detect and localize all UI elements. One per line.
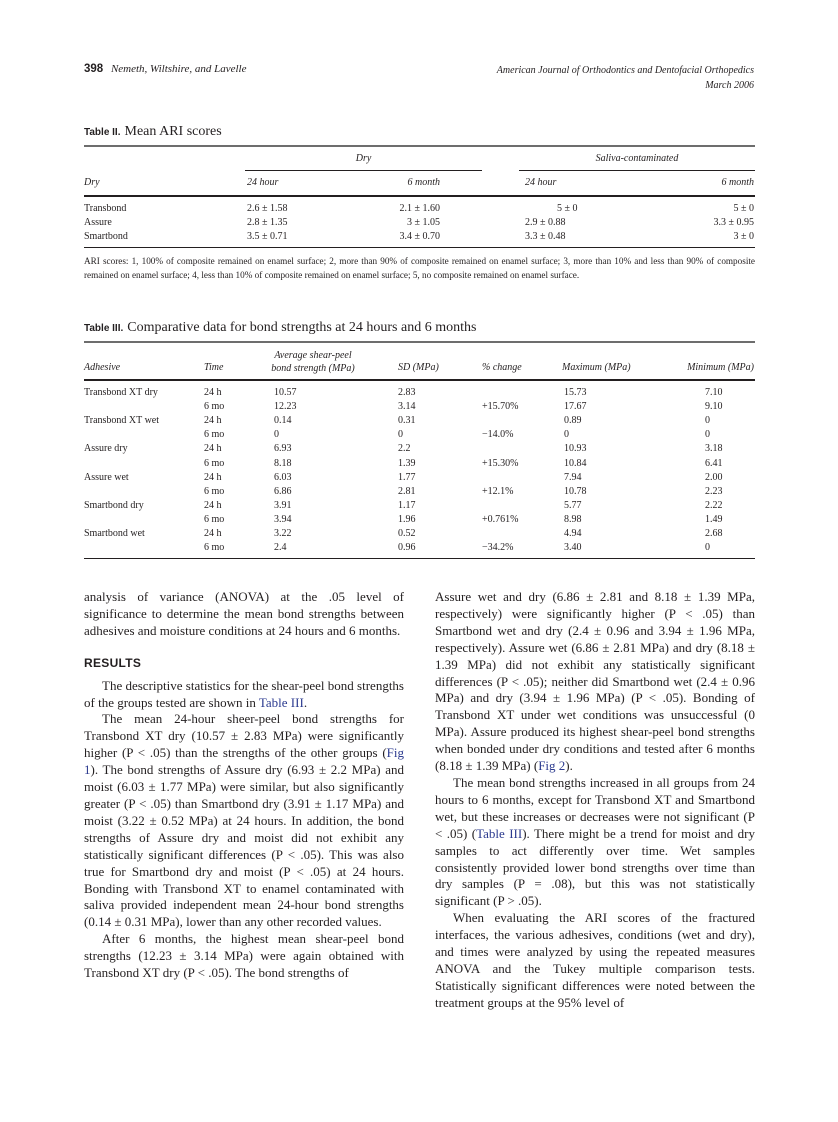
paragraph-text: Assure wet and dry (6.86 ± 2.81 and 8.18 ± 1.39 MPa, respectively) were significantly higher (P < .05) than Smartbond wet and dry (2.4 ± 0.96 and 3.94 ± 1.96 MPa, respectively). Assure wet (6.86 ± 2.81 MPa) and dry (8.18 ± 1.39 MPa) did not exhibit any statistically significant differences (P < .05); neither did Smartbond wet (2.4 ± 0.96 MPa) and dry (3.94 ± 1.96 MPa) (P < .05). Bonding of Transbond XT under wet conditions was unsuccessful (0 MPa). Assure produced its highest shear-peel bond strengths when bonded under dry conditions and tested after 6 months (8.18 ± 1.39 MPa) (: [435, 589, 755, 774]
table3-cell-sd: 2.83: [398, 387, 416, 398]
table3-cell-sd: 0: [398, 429, 403, 440]
table3-cell-time: 24 h: [204, 472, 222, 483]
table3-cell-sd: 0.96: [398, 542, 416, 553]
paragraph: [435, 775, 755, 910]
table3-cell-avg: 3.91: [274, 500, 292, 511]
table3-cell-max: 15.73: [564, 387, 587, 398]
paragraph: analysis of variance (ANOVA) at the .05 level of significance to determine the mean bond strengths between adhesives and moisture conditions at 24 hours and 6 months.: [84, 589, 404, 638]
table2-cell: 3 ± 1.05: [407, 217, 440, 228]
table3-col-adhesive: Adhesive: [84, 362, 121, 373]
table3-col-change: % change: [482, 362, 522, 373]
table3-col-average-line1: Average shear-peel: [274, 350, 352, 361]
paragraph-text: ). There might be a trend for moist and dry samples to act differently over time. Wet samples consistently provided lower bond strengths over time than dry samples (P = .08), but this was not statistically significant (P > .05).: [435, 825, 755, 909]
page-number: 398: [84, 63, 104, 75]
table3-cell-min: 0: [705, 542, 710, 553]
table3-col-average: [258, 349, 368, 375]
table2-group-saliva: Saliva-contaminated: [595, 153, 679, 164]
table3-cell-change: −14.0%: [482, 429, 514, 440]
table3-cell-max: 10.93: [564, 443, 587, 454]
table3-cell-change: +12.1%: [482, 486, 514, 497]
table3-col-min: Minimum (MPa): [687, 362, 754, 373]
table3-cell-sd: 1.39: [398, 458, 416, 469]
table3-cell-sd: 0.52: [398, 528, 416, 539]
table2-cell: 5 ± 0: [557, 203, 578, 214]
table3-cell-max: 7.94: [564, 472, 582, 483]
table2-label: Table II.: [84, 127, 121, 138]
table3-cell-time: 24 h: [204, 500, 222, 511]
paragraph: [84, 711, 404, 931]
table2-col-saliva-6m: 6 month: [721, 177, 754, 188]
table3-cell-adhesive: Assure wet: [84, 472, 129, 483]
table-iii-link[interactable]: Table III: [258, 694, 304, 710]
issue-date: March 2006: [705, 80, 754, 91]
table3-cell-max: 10.84: [564, 458, 587, 469]
fig-1-link[interactable]: Fig 1: [84, 745, 404, 778]
table3-cell-adhesive: Smartbond wet: [84, 528, 145, 539]
table3-cell-avg: 0: [274, 429, 279, 440]
table3-cell-avg: 10.57: [274, 387, 297, 398]
table2-caption: [84, 124, 222, 140]
table3-col-average-line2: bond strength (MPa): [271, 363, 355, 374]
paragraph-text: .: [303, 694, 308, 710]
table2-cell-name: Smartbond: [84, 231, 128, 242]
table3-cell-change: +15.30%: [482, 458, 519, 469]
table3-cell-change: +15.70%: [482, 401, 519, 412]
table3-cell-sd: 1.96: [398, 514, 416, 525]
running-head-left: [84, 63, 246, 75]
table3-cell-sd: 2.81: [398, 486, 416, 497]
table3-cell-change: +0.761%: [482, 514, 519, 525]
table3-cell-min: 2.23: [705, 486, 723, 497]
table2-group-dry-rule: [245, 170, 482, 171]
table3-col-time: Time: [204, 362, 224, 373]
table3-cell-time: 6 mo: [204, 486, 225, 497]
paragraph-text: The mean 24-hour sheer-peel bond strengths for Transbond XT dry (10.57 ± 2.83 MPa) were significantly higher (P < .05) than the strengths of the other groups (: [84, 711, 404, 761]
table3-cell-time: 6 mo: [204, 429, 225, 440]
paragraph-text: The mean bond strengths increased in all groups from 24 hours to 6 months, except for Transbond XT and Smartbond wet, but these increases or decreases were not significant (P < .05) (: [435, 774, 755, 841]
table3-cell-min: 6.41: [705, 458, 723, 469]
table3-cell-adhesive: Assure dry: [84, 443, 128, 454]
table3-cell-min: 2.00: [705, 472, 723, 483]
table2-col-dry-6m: 6 month: [407, 177, 440, 188]
table-iii-link[interactable]: Table III: [476, 825, 523, 841]
author-names: Nemeth, Wiltshire, and Lavelle: [110, 63, 247, 75]
table3-cell-max: 8.98: [564, 514, 582, 525]
table2-cell: 3.3 ± 0.95: [713, 217, 754, 228]
table3-cell-max: 10.78: [564, 486, 587, 497]
fig-2-link[interactable]: Fig 2: [538, 758, 566, 774]
table2-cell: 2.8 ± 1.35: [247, 217, 288, 228]
table3-cell-sd: 1.17: [398, 500, 416, 511]
table3-top-rule: [84, 341, 755, 343]
paragraph-text: ).: [565, 758, 573, 774]
table3-cell-time: 24 h: [204, 443, 222, 454]
table3-cell-avg: 3.94: [274, 514, 292, 525]
table3-cell-max: 5.77: [564, 500, 582, 511]
table3-cell-time: 24 h: [204, 528, 222, 539]
paragraph: [435, 589, 755, 775]
running-head-right: [497, 63, 754, 93]
table3-cell-min: 0: [705, 429, 710, 440]
table3-cell-max: 3.40: [564, 542, 582, 553]
table3-cell-time: 6 mo: [204, 514, 225, 525]
table3-cell-change: −34.2%: [482, 542, 514, 553]
table2-bottom-rule: [84, 247, 755, 248]
table3-cell-avg: 12.23: [274, 401, 297, 412]
table3-cell-max: 0: [564, 429, 569, 440]
table3-cell-time: 24 h: [204, 387, 222, 398]
table3-cell-max: 17.67: [564, 401, 587, 412]
table3-cell-min: 9.10: [705, 401, 723, 412]
table3-col-max: Maximum (MPa): [562, 362, 631, 373]
table3-cell-min: 3.18: [705, 443, 723, 454]
table3-cell-min: 2.22: [705, 500, 723, 511]
table2-top-rule: [84, 145, 755, 147]
table3-cell-avg: 0.14: [274, 415, 292, 426]
table3-cell-sd: 2.2: [398, 443, 411, 454]
table2-cell: 3.5 ± 0.71: [247, 231, 288, 242]
table3-label: Table III.: [84, 323, 124, 334]
table2-col-saliva-24h: 24 hour: [525, 177, 557, 188]
table3-cell-avg: 6.93: [274, 443, 292, 454]
table2-title: Mean ARI scores: [124, 124, 222, 139]
table3-header-rule: [84, 379, 755, 381]
table3-caption: [84, 320, 476, 336]
table3-cell-time: 24 h: [204, 415, 222, 426]
table3-cell-adhesive: Transbond XT wet: [84, 415, 160, 426]
table2-cell: 3 ± 0: [733, 231, 754, 242]
table3-cell-adhesive: Transbond XT dry: [84, 387, 158, 398]
table3-bottom-rule: [84, 558, 755, 559]
table2-cell: 2.6 ± 1.58: [247, 203, 288, 214]
table2-group-dry: Dry: [355, 153, 372, 164]
table2-group-saliva-rule: [519, 170, 755, 171]
table2-footnote: ARI scores: 1, 100% of composite remained on enamel surface; 2, more than 90% of composite remained on enamel surface; 3, more than 10% and less than 90% of composite remained on enamel surface; 4, less than 10% of composite remained on enamel surface; 5, no composite remained on enamel surface.: [84, 256, 755, 280]
paragraph: After 6 months, the highest mean shear-peel bond strengths (12.23 ± 3.14 MPa) were again obtained with Transbond XT dry (P < .05). The bond strengths of: [84, 931, 404, 981]
table3-cell-avg: 6.86: [274, 486, 292, 497]
paragraph-text: ). The bond strengths of Assure dry (6.93 ± 2.2 MPa) and moist (6.03 ± 1.77 MPa) were similar, but also significantly greater (P < .05) than Smartbond dry (3.91 ± 1.17 MPa) and moist (3.22 ± 0.52 MPa) at 24 hours. In addition, the bond strengths of Assure dry and moist did not exhibit any statistically significant differences (P < .05). This was also true for Smartbond dry and moist (P < .05) at 24 hours. Bonding with Transbond XT to enamel contaminated with saliva provided independent mean 24-hour bond strengths (0.14 ± 0.31 MPa), lower than any other recorded values.: [84, 762, 404, 930]
table3-cell-min: 1.49: [705, 514, 723, 525]
table2-cell-name: Assure: [84, 217, 112, 228]
table3-cell-time: 6 mo: [204, 401, 225, 412]
table2-cell: 3.4 ± 0.70: [399, 231, 440, 242]
table3-cell-avg: 8.18: [274, 458, 292, 469]
table2-cell: 2.1 ± 1.60: [399, 203, 440, 214]
table3-title: Comparative data for bond strengths at 24 hours and 6 months: [127, 320, 477, 335]
table2-cell: 3.3 ± 0.48: [525, 231, 566, 242]
table2-cell-name: Transbond: [84, 203, 127, 214]
section-heading-results: RESULTS: [84, 655, 142, 670]
paragraph: When evaluating the ARI scores of the fractured interfaces, the various adhesives, conditions (wet and dry), and times were analyzed by using the repeated measures ANOVA and the Tukey multiple comparison tests. Statistically significant differences were noted between the treatment groups at the 95% level of: [435, 910, 755, 1010]
journal-name: American Journal of Orthodontics and Dentofacial Orthopedics: [496, 65, 754, 76]
table2-cell: 2.9 ± 0.88: [525, 217, 566, 228]
table2-row-header: Dry: [84, 177, 100, 188]
paragraph: [84, 678, 404, 712]
table2-cell: 5 ± 0: [733, 203, 754, 214]
table3-cell-sd: 1.77: [398, 472, 416, 483]
body-column-left: [84, 589, 404, 982]
table2-header-rule: [84, 195, 755, 197]
table3-cell-avg: 3.22: [274, 528, 292, 539]
table3-cell-adhesive: Smartbond dry: [84, 500, 144, 511]
table3-col-sd: SD (MPa): [398, 362, 439, 373]
table3-cell-time: 6 mo: [204, 542, 225, 553]
table3-cell-min: 7.10: [705, 387, 723, 398]
table2-col-dry-24h: 24 hour: [247, 177, 279, 188]
body-column-right: [435, 589, 755, 1012]
table3-cell-min: 0: [705, 415, 710, 426]
table3-cell-avg: 6.03: [274, 472, 292, 483]
table3-cell-max: 0.89: [564, 415, 582, 426]
table3-cell-time: 6 mo: [204, 458, 225, 469]
table3-cell-sd: 0.31: [398, 415, 416, 426]
table3-cell-sd: 3.14: [398, 401, 416, 412]
table3-cell-min: 2.68: [705, 528, 723, 539]
table3-cell-max: 4.94: [564, 528, 582, 539]
table3-cell-avg: 2.4: [274, 542, 287, 553]
paragraph-text: The descriptive statistics for the shear-peel bond strengths of the groups tested are shown in: [84, 677, 404, 710]
